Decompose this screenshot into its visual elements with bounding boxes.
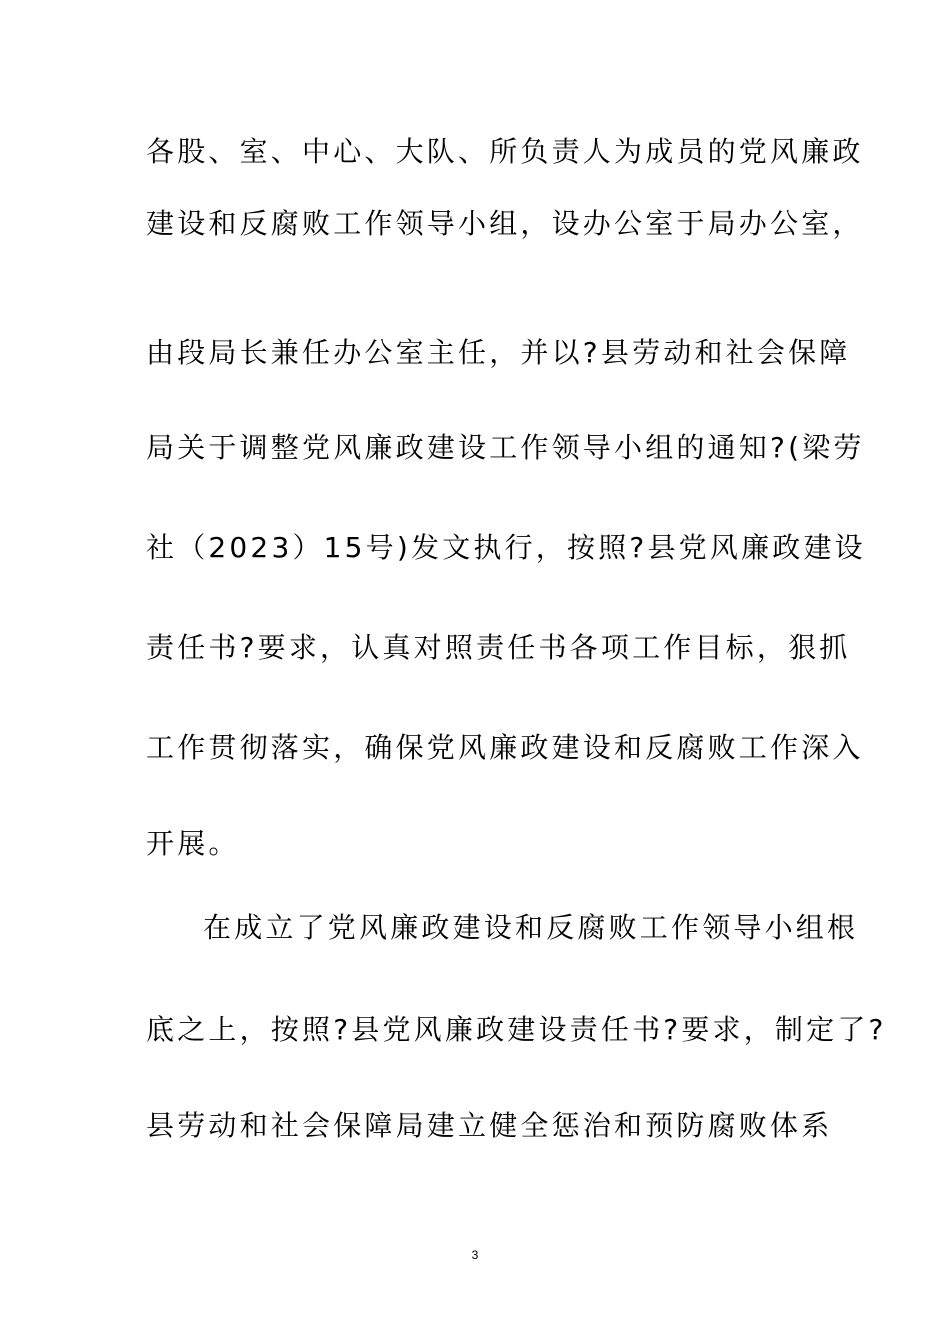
- text-line-6: 责任书?要求，认真对照责任书各项工作目标，狠抓: [146, 631, 851, 664]
- text-line-8: 开展。: [146, 827, 240, 860]
- text-line-4: 局关于调整党风廉政建设工作领导小组的通知?(梁劳: [146, 431, 865, 464]
- text-line-11: 县劳动和社会保障局建立健全惩治和预防腐败体系: [146, 1109, 833, 1142]
- text-line-2: 建设和反腐败工作领导小组，设办公室于局办公室，: [146, 207, 864, 240]
- text-line-7: 工作贯彻落实，确保党风廉政建设和反腐败工作深入: [146, 731, 864, 764]
- page-number: 3: [471, 1248, 479, 1262]
- text-line-5: 社（2023）15号)发文执行，按照?县党风廉政建设: [146, 531, 866, 564]
- text-line-10: 底之上，按照?县党风廉政建设责任书?要求，制定了?: [146, 1013, 887, 1046]
- text-line-1: 各股、室、中心、大队、所负责人为成员的党风廉政: [146, 135, 864, 168]
- text-line-3: 由段局长兼任办公室主任，并以?县劳动和社会保障: [146, 336, 851, 369]
- paragraph-start-line: 在成立了党风廉政建设和反腐败工作领导小组根: [203, 911, 859, 944]
